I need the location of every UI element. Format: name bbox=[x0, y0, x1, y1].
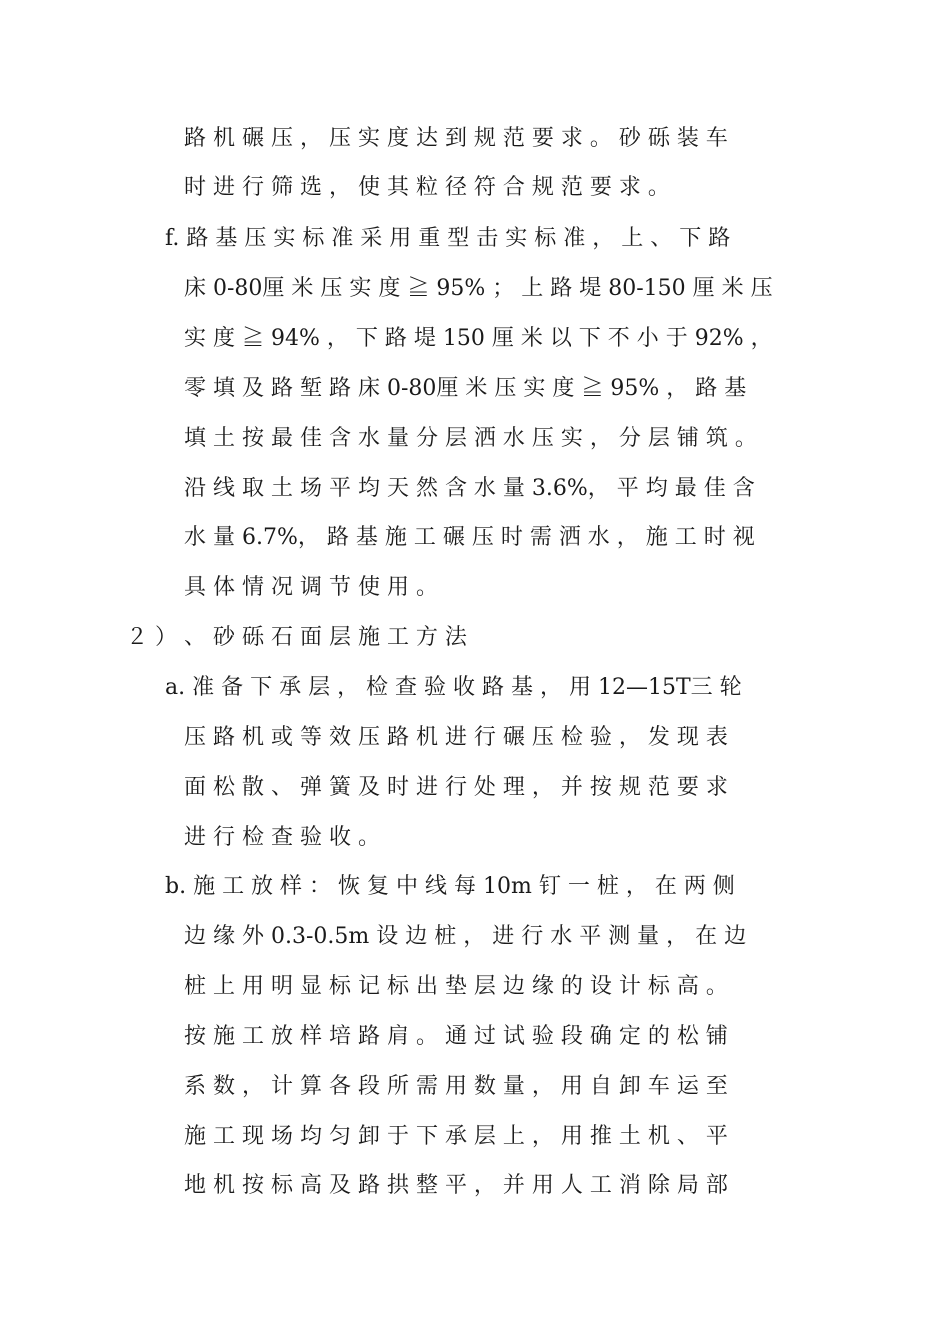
text-line: 系 数 ， 计 算 各 段 所 需 用 数 量 ， 用 自 卸 车 运 至 bbox=[184, 1074, 728, 1099]
list-item-b: b. 施 工 放 样 ： 恢 复 中 线 每 10m 钉 一 桩 ， 在 两 侧 bbox=[165, 874, 735, 899]
text-line: 实 度 ≧ 94% ， 下 路 堤 150 厘 米 以 下 不 小 于 92% ， bbox=[184, 326, 773, 351]
text-line: 面 松 散 、 弹 簧 及 时 进 行 处 理 ， 并 按 规 范 要 求 bbox=[184, 775, 728, 800]
text-line: 进 行 检 查 验 收 。 bbox=[184, 825, 380, 850]
list-item-f: f. 路 基 压 实 标 准 采 用 重 型 击 实 标 准 ， 上 、 下 路 bbox=[165, 226, 731, 251]
text-line: 时 进 行 筛 选 ， 使 其 粒 径 符 合 规 范 要 求 。 bbox=[184, 175, 670, 200]
text-line: 零 填 及 路 堑 路 床 0-80厘 米 压 实 度 ≧ 95% ， 路 基 bbox=[184, 376, 747, 401]
text-line: 填 土 按 最 佳 含 水 量 分 层 洒 水 压 实 ， 分 层 铺 筑 。 bbox=[184, 426, 757, 451]
text-line: 床 0-80厘 米 压 实 度 ≧ 95% ； 上 路 堤 80-150 厘 米 压 bbox=[184, 276, 773, 301]
text-line: 具 体 情 况 调 节 使 用 。 bbox=[184, 575, 438, 600]
text-line: 路 机 碾 压 ， 压 实 度 达 到 规 范 要 求 。 砂 砾 装 车 bbox=[184, 126, 728, 151]
text-line: 施 工 现 场 均 匀 卸 于 下 承 层 上 ， 用 推 土 机 、 平 bbox=[184, 1124, 728, 1149]
text-line: 水 量 6.7%， 路 基 施 工 碾 压 时 需 洒 水 ， 施 工 时 视 bbox=[184, 525, 755, 550]
text-line: 边 缘 外 0.3-0.5m 设 边 桩 ， 进 行 水 平 测 量 ， 在 边 bbox=[184, 924, 747, 949]
text-line: 桩 上 用 明 显 标 记 标 出 垫 层 边 缘 的 设 计 标 高 。 bbox=[184, 974, 728, 999]
list-item-a: a. 准 备 下 承 层 ， 检 查 验 收 路 基 ， 用 12—15T三 轮 bbox=[165, 675, 742, 700]
text-line: 按 施 工 放 样 培 路 肩 。 通 过 试 验 段 确 定 的 松 铺 bbox=[184, 1024, 728, 1049]
text-line: 沿 线 取 土 场 平 均 天 然 含 水 量 3.6%， 平 均 最 佳 含 bbox=[184, 476, 755, 501]
text-line: 压 路 机 或 等 效 压 路 机 进 行 碾 压 检 验 ， 发 现 表 bbox=[184, 725, 728, 750]
section-heading: ２ ） 、 砂 砾 石 面 层 施 工 方 法 bbox=[126, 625, 467, 650]
text-line: 地 机 按 标 高 及 路 拱 整 平 ， 并 用 人 工 消 除 局 部 bbox=[184, 1173, 728, 1198]
